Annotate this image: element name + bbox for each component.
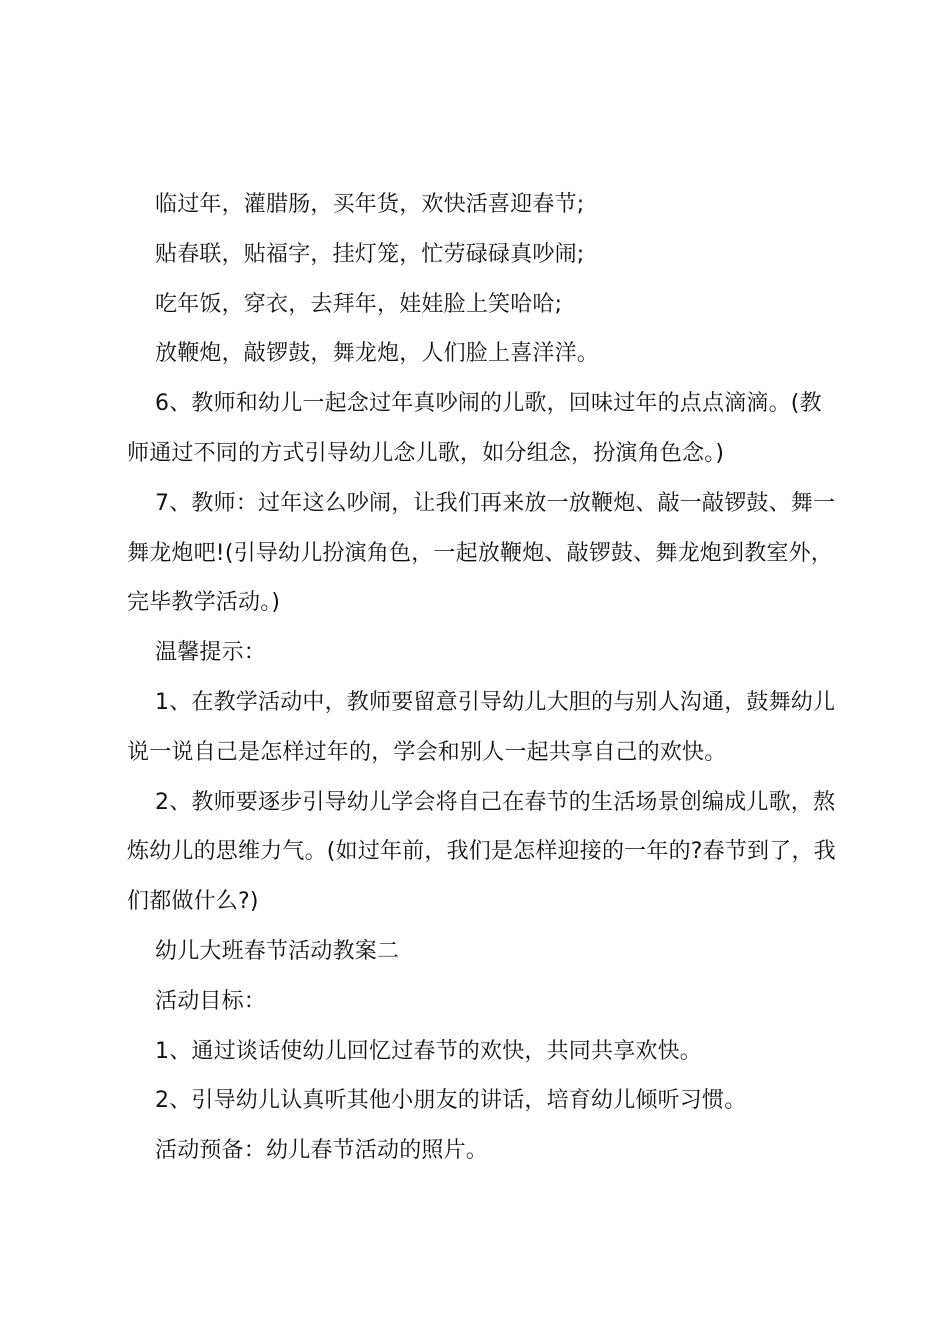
paragraph-step-7: 7、教师：过年这么吵闹，让我们再来放一放鞭炮、敲一敲锣鼓、舞一舞龙炮吧!(引导幼儿扮演角色，一起放鞭炮、敲锣鼓、舞龙炮到教室外，完毕教学活动。) xyxy=(127,490,836,616)
paragraph-tip-2: 2、教师要逐步引导幼儿学会将自己在春节的生活场景创编成儿歌，熬炼幼儿的思维力气。(如过年前，我们是怎样迎接的一年的?春节到了，我们都做什么?) xyxy=(127,789,836,915)
document-body xyxy=(127,180,837,1176)
paragraph-rhyme-line-2: 贴春联，贴福字，挂灯笼，忙劳碌碌真吵闹; xyxy=(155,241,585,267)
paragraph-goals-heading: 活动目标： xyxy=(155,988,267,1014)
paragraph-section-title: 幼儿大班春节活动教案二 xyxy=(155,938,400,964)
paragraph-step-6: 6、教师和幼儿一起念过年真吵闹的儿歌，回味过年的点点滴滴。(教师通过不同的方式引导幼儿念儿歌，如分组念，扮演角色念。) xyxy=(127,391,822,466)
paragraph-tip-1: 1、在教学活动中，教师要留意引导幼儿大胆的与别人沟通，鼓舞幼儿说一说自己是怎样过年的，学会和别人一起共享自己的欢快。 xyxy=(127,689,836,765)
paragraph-rhyme-line-1: 临过年，灌腊肠，买年货，欢快活喜迎春节; xyxy=(155,192,585,217)
paragraph-goal-1: 1、通过谈话使幼儿回忆过春节的欢快，共同共享欢快。 xyxy=(155,1038,702,1064)
paragraph-rhyme-line-4: 放鞭炮，敲锣鼓，舞龙炮，人们脸上喜洋洋。 xyxy=(155,341,600,367)
paragraph-rhyme-line-3: 吃年饭，穿衣，去拜年，娃娃脸上笑哈哈; xyxy=(155,291,563,317)
paragraph-preparation: 活动预备：幼儿春节活动的照片。 xyxy=(155,1138,489,1164)
paragraph-tips-heading: 温馨提示： xyxy=(155,640,267,666)
paragraph-goal-2: 2、引导幼儿认真听其他小朋友的讲话，培育幼儿倾听习惯。 xyxy=(155,1088,747,1114)
